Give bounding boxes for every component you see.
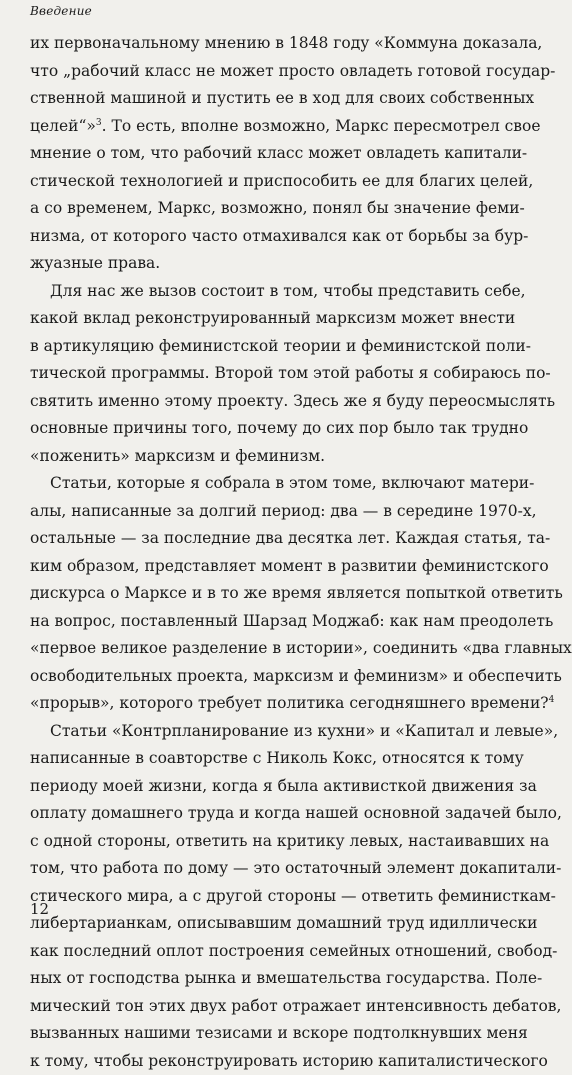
- text-line: [30, 333, 508, 361]
- text-line: [30, 690, 508, 718]
- page-number: 12: [30, 900, 49, 918]
- text-line: [30, 608, 508, 636]
- line-text: стического мира, а с другой стороны — ответить феминисткам-: [30, 887, 556, 905]
- line-text: а со временем, Маркс, возможно, понял бы значение феми-: [30, 199, 525, 217]
- line-text: дискурса о Марксе и в то же время является попыткой ответить: [30, 584, 563, 602]
- line-text: «первое великое разделение в истории», соединить «два главных: [30, 639, 572, 657]
- line-text: их первоначальному мнению в 1848 году «Коммуна доказала,: [30, 34, 542, 52]
- line-text: том, что работа по дому — это остаточный элемент докапитали-: [30, 859, 561, 877]
- line-text: какой вклад реконструированный марксизм может внести: [30, 309, 515, 327]
- line-text: либертарианкам, описывавшим домашний труд идиллически: [30, 914, 537, 932]
- text-line: [30, 140, 508, 168]
- line-text: остальные — за последние два десятка лет. Каждая статья, та-: [30, 529, 550, 547]
- text-line: [30, 113, 508, 141]
- body-text: [30, 30, 508, 1075]
- text-line: [30, 965, 508, 993]
- text-line: [30, 415, 508, 443]
- text-line: [30, 278, 508, 306]
- line-text: в артикуляцию феминистской теории и феминистской поли-: [30, 337, 531, 355]
- text-line: [30, 855, 508, 883]
- line-text: на вопрос, поставленный Шарзад Моджаб: как нам преодолеть: [30, 612, 553, 630]
- line-text: жуазные права.: [30, 254, 160, 272]
- line-text: «прорыв», которого требует политика сегодняшнего времени?: [30, 694, 549, 712]
- text-line: [30, 993, 508, 1021]
- text-line: [30, 223, 508, 251]
- footnote-ref[interactable]: 4: [549, 695, 555, 705]
- line-text: стической технологией и приспособить ее для благих целей,: [30, 172, 533, 190]
- text-line: [30, 910, 508, 938]
- footnote-ref[interactable]: 3: [96, 117, 102, 127]
- text-line: [30, 360, 508, 388]
- line-text: святить именно этому проекту. Здесь же я буду переосмыслять: [30, 392, 555, 410]
- line-text: Статьи, которые я собрала в этом томе, включают матери-: [50, 474, 534, 492]
- line-text: тической программы. Второй том этой работы я собираюсь по-: [30, 364, 551, 382]
- text-line: [30, 1020, 508, 1048]
- text-line: [30, 580, 508, 608]
- text-line: [30, 938, 508, 966]
- text-line: [30, 883, 508, 911]
- line-text: алы, написанные за долгий период: два — в середине 1970-х,: [30, 502, 537, 520]
- text-line: [30, 1048, 508, 1075]
- line-text: к тому, чтобы реконструировать историю капиталистического: [30, 1052, 548, 1070]
- text-line: [30, 663, 508, 691]
- text-line: [30, 168, 508, 196]
- line-text: Статьи «Контрпланирование из кухни» и «Капитал и левые»,: [50, 722, 558, 740]
- line-text: Для нас же вызов состоит в том, чтобы представить себе,: [50, 282, 526, 300]
- text-line: [30, 745, 508, 773]
- text-line: [30, 195, 508, 223]
- running-head: Введение: [30, 4, 92, 18]
- text-line: [30, 828, 508, 856]
- line-text: периоду моей жизни, когда я была активисткой движения за: [30, 777, 537, 795]
- line-text: написанные в соавторстве с Николь Кокс, относятся к тому: [30, 749, 524, 767]
- text-line: [30, 525, 508, 553]
- line-text: оплату домашнего труда и когда нашей основной задачей было,: [30, 804, 562, 822]
- line-text: освободительных проекта, марксизм и феминизм» и обеспечить: [30, 667, 562, 685]
- text-line: [30, 250, 508, 278]
- text-line: [30, 718, 508, 746]
- line-text: ственной машиной и пустить ее в ход для своих собственных: [30, 89, 534, 107]
- text-line: [30, 305, 508, 333]
- line-text: мнение о том, что рабочий класс может овладеть капитали-: [30, 144, 527, 162]
- line-text: ким образом, представляет момент в развитии феминистского: [30, 557, 549, 575]
- line-text: с одной стороны, ответить на критику левых, настаивавших на: [30, 832, 549, 850]
- line-text: что „рабочий класс не может просто овладеть готовой государ-: [30, 62, 555, 80]
- line-text: основные причины того, почему до сих пор было так трудно: [30, 419, 528, 437]
- text-line: [30, 30, 508, 58]
- text-line: [30, 58, 508, 86]
- line-text: низма, от которого часто отмахивался как от борьбы за бур-: [30, 227, 528, 245]
- text-line: [30, 470, 508, 498]
- text-line: [30, 388, 508, 416]
- line-text: «поженить» марксизм и феминизм.: [30, 447, 325, 465]
- line-text: вызванных нашими тезисами и вскоре подтолкнувших меня: [30, 1024, 528, 1042]
- line-text: ных от господства рынка и вмешательства государства. Поле-: [30, 969, 542, 987]
- text-line: [30, 498, 508, 526]
- line-text: как последний оплот построения семейных отношений, свобод-: [30, 942, 557, 960]
- text-line: [30, 553, 508, 581]
- line-text: целей“»: [30, 117, 96, 135]
- text-line: [30, 85, 508, 113]
- text-line: [30, 773, 508, 801]
- text-line: [30, 443, 508, 471]
- text-line: [30, 635, 508, 663]
- line-text-after: . То есть, вполне возможно, Маркс пересмотрел свое: [102, 117, 541, 135]
- line-text: мический тон этих двух работ отражает интенсивность дебатов,: [30, 997, 561, 1015]
- text-line: [30, 800, 508, 828]
